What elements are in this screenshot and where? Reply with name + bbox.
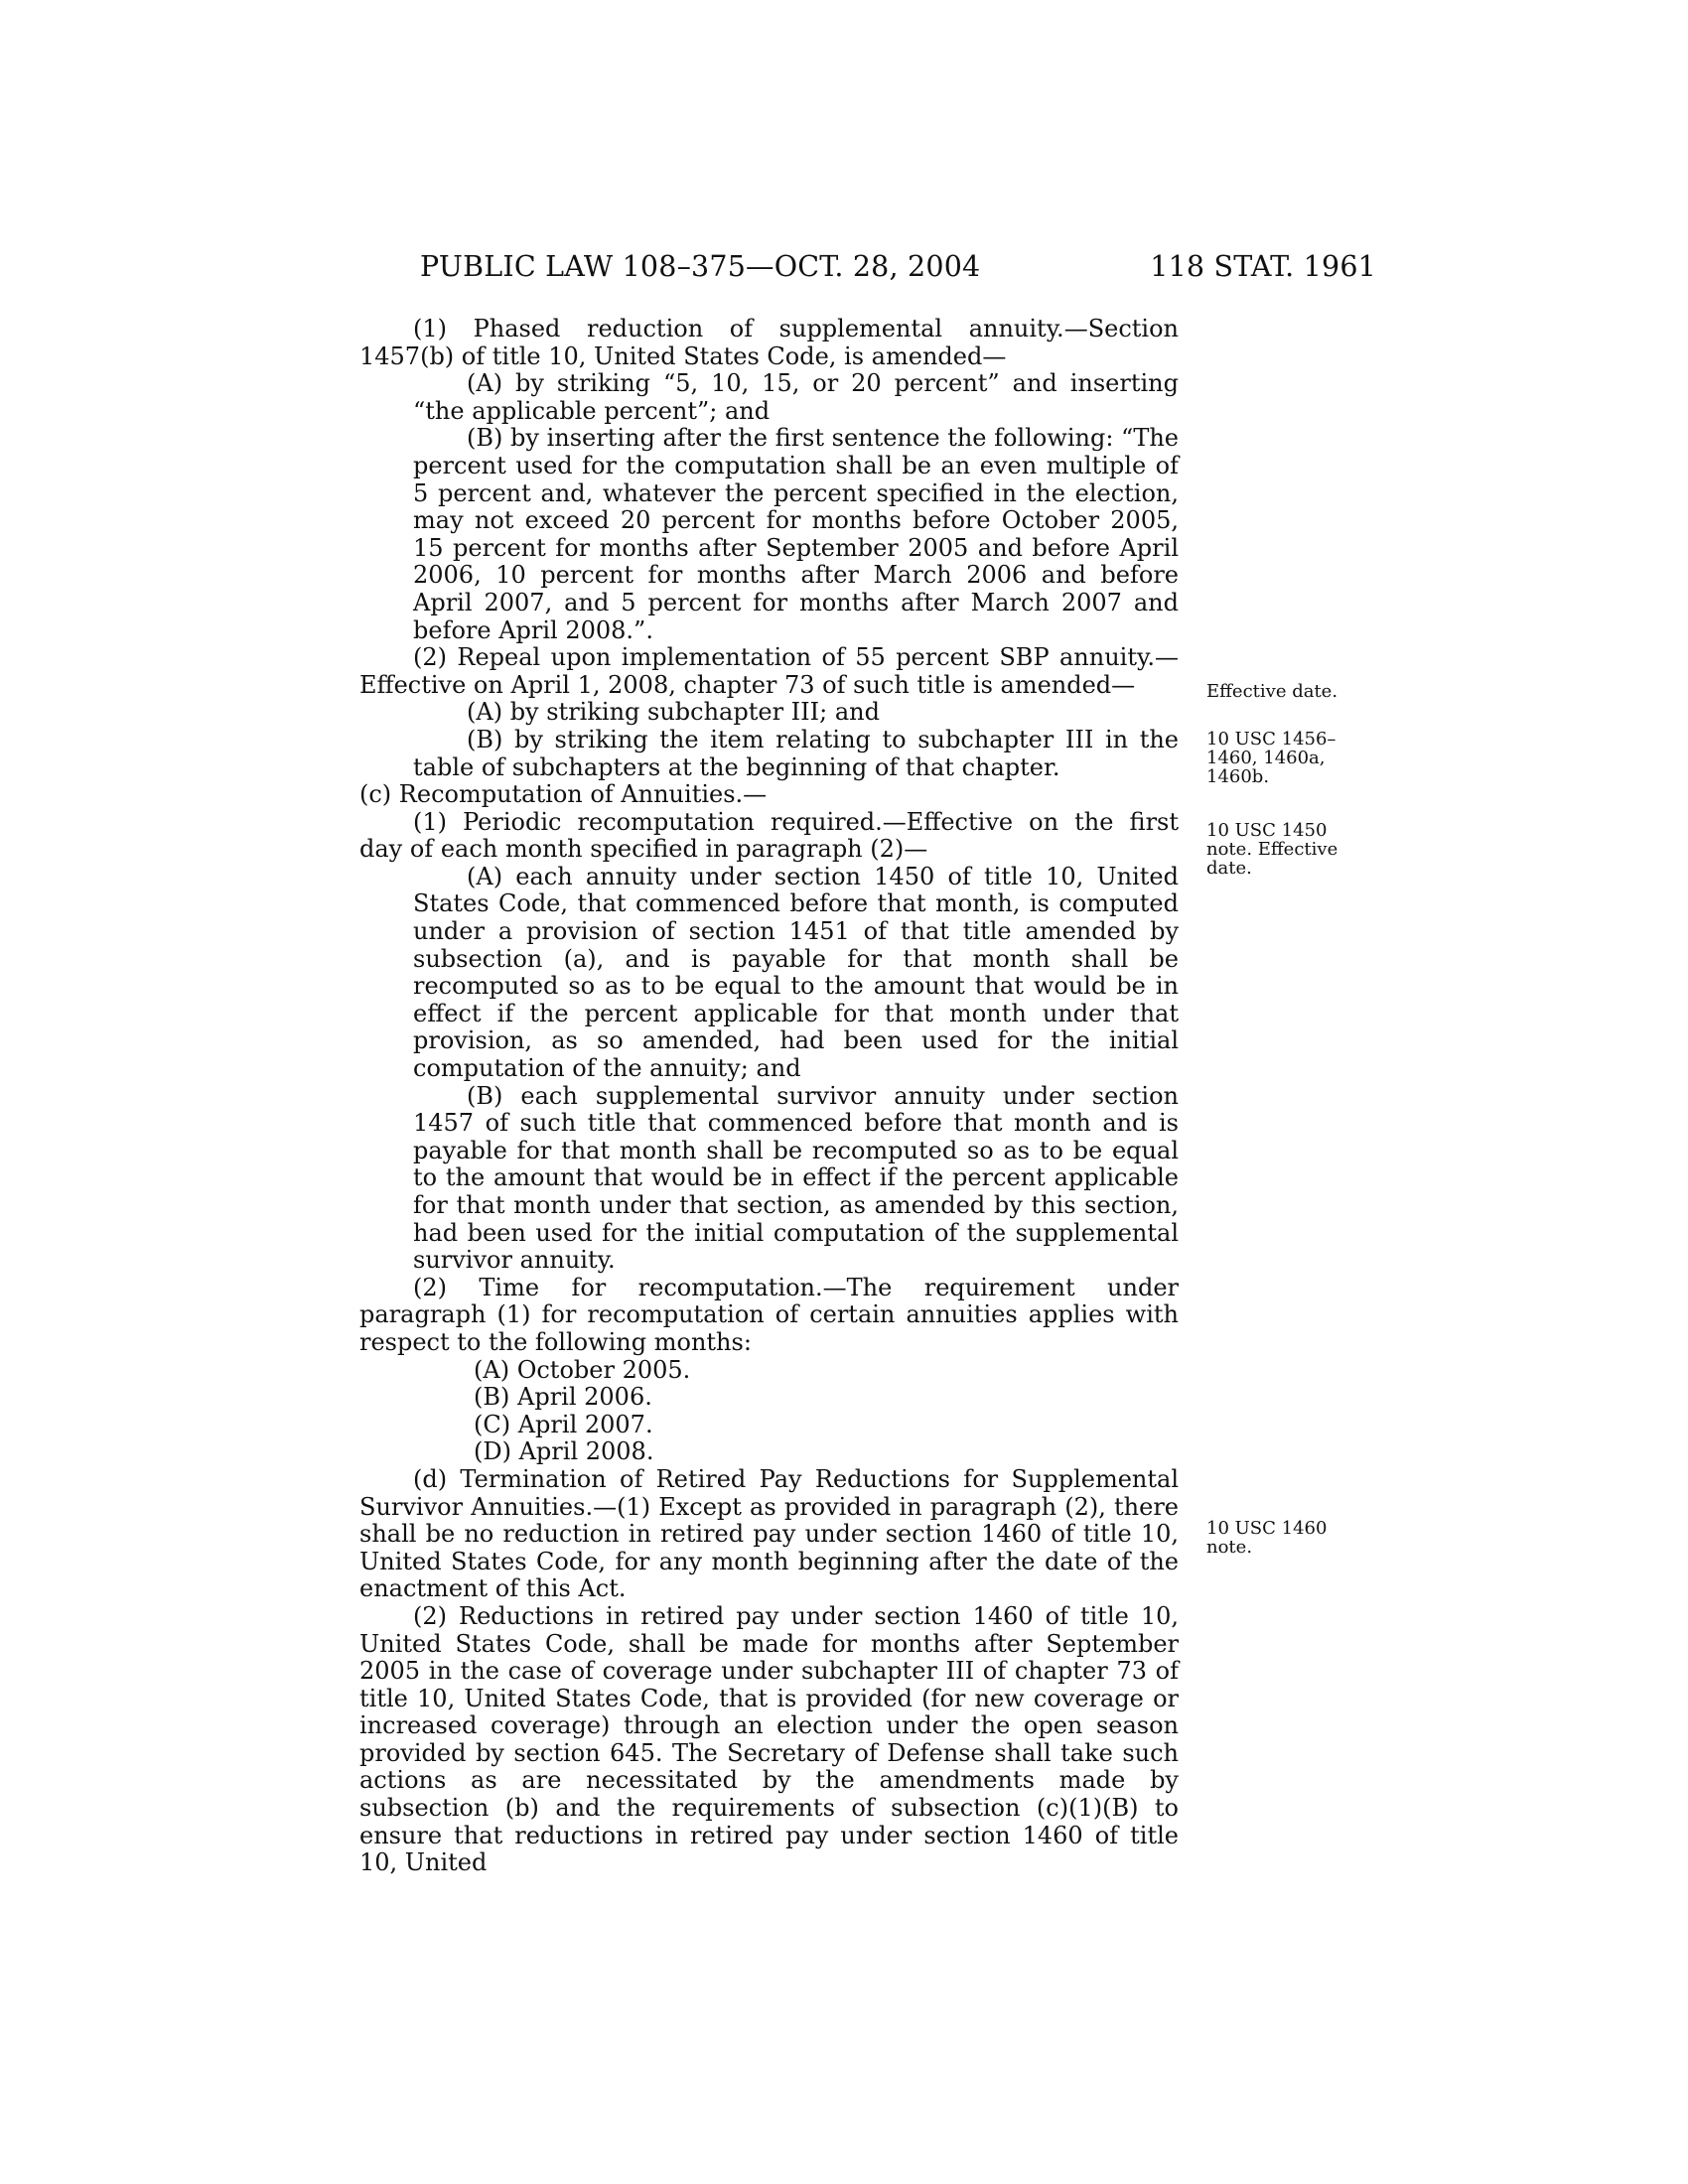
paragraph-b2: (2) Repeal upon implementation of 55 percent SBP annuity.—Effective on April 1, 2008, chapter 73 of such title is amended— xyxy=(359,643,1179,699)
running-head-title: PUBLIC LAW 108–375—OCT. 28, 2004 xyxy=(420,250,981,283)
paragraph-b1-a: (A) by striking “5, 10, 15, or 20 percent” and inserting “the applicable percent”; and xyxy=(413,369,1179,425)
paragraph-c: (c) Recomputation of Annuities.— xyxy=(359,780,768,809)
paragraph-b1: (1) Phased reduction of supplemental annuity.—Section 1457(b) of title 10, United States Code, is amended— xyxy=(359,315,1179,370)
paragraph-c2: (2) Time for recomputation.—The requirement under paragraph (1) for recomputation of certain annuities applies with respect to the following months: xyxy=(359,1273,1179,1356)
paragraph-d2: (2) Reductions in retired pay under section 1460 of title 10, United States Code, shall be made for months after September 2005 in the case of coverage under subchapter III of chapter 73 of title 10, United States Code, that is provided (for new coverage or increased coverage) through an election under the open season provided by section 645. The Secretary of Defense shall take such actions as are necessitated by the amendments made by subsection (b) and the requirements of subsection (c)(1)(B) to ensure that reductions in retired pay under section 1460 of title 10, United xyxy=(359,1601,1179,1877)
margin-note-usc-1456: 10 USC 1456–1460, 1460a, 1460b. xyxy=(1206,729,1336,787)
paragraph-c1: (1) Periodic recomputation required.—Effective on the first day of each month specified in paragraph (2)— xyxy=(359,807,1179,864)
list-item-month-b: (B) April 2006. xyxy=(474,1383,652,1412)
list-item-month-a: (A) October 2005. xyxy=(474,1355,691,1384)
paragraph-b2-a: (A) by striking subchapter III; and xyxy=(467,698,880,727)
page-number: 118 STAT. 1961 xyxy=(1150,250,1376,283)
margin-note-usc-1450: 10 USC 1450 note. Effective date. xyxy=(1206,820,1338,879)
page-header xyxy=(420,250,1376,290)
paragraph-c1-a: (A) each annuity under section 1450 of title 10, United States Code, that commenced before that month, is computed under a provision of section 1451 of that title amended by subsection (a), and is payable for that month shall be recomputed so as to be equal to the amount that would be in effect if the percent applicable for that month under that provision, as so amended, had been used for the initial computation of the annuity; and xyxy=(413,862,1179,1083)
margin-note-usc-1460: 10 USC 1460 note. xyxy=(1206,1518,1328,1558)
paragraph-d1: (d) Termination of Retired Pay Reductions for Supplemental Survivor Annuities.—(1) Except as provided in paragraph (2), there shall be no reduction in retired pay under section 1460 of title 10, United States Code, for any month beginning after the date of the enactment of this Act. xyxy=(359,1464,1179,1603)
paragraph-b1-b: (B) by inserting after the first sentence the following: “The percent used for the computation shall be an even multiple of 5 percent and, whatever the percent specified in the election, may not exceed 20 percent for months before October 2005, 15 percent for months after September 2005 and before April 2006, 10 percent for months after March 2006 and before April 2007, and 5 percent for months after March 2007 and before April 2008.”. xyxy=(413,424,1179,644)
margin-note-effective-date: Effective date. xyxy=(1206,681,1338,702)
list-item-month-d: (D) April 2008. xyxy=(474,1437,654,1466)
paragraph-c1-b: (B) each supplemental survivor annuity under section 1457 of such title that commenced before that month and is payable for that month shall be recomputed so as to be equal to the amount that would be in effect if the percent applicable for that month under that section, as amended by this section, had been used for the initial computation of the supplemental survivor annuity. xyxy=(413,1081,1179,1275)
document-body xyxy=(359,316,1179,1877)
paragraph-b2-b: (B) by striking the item relating to subchapter III in the table of subchapters at the beginning of that chapter. xyxy=(413,725,1179,781)
list-item-month-c: (C) April 2007. xyxy=(474,1410,653,1438)
